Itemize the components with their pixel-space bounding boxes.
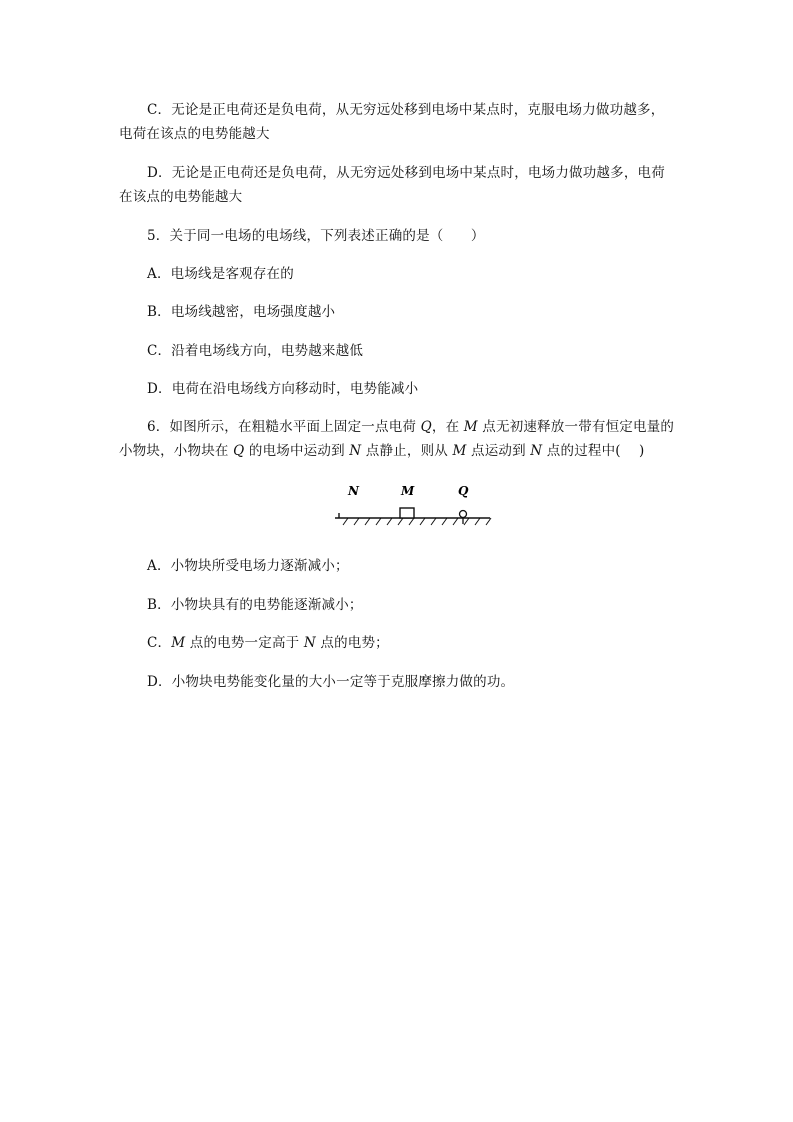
q4-option-c-line2: 电荷在该点的电势能越大 xyxy=(119,126,270,142)
point-m-symbol: M xyxy=(171,635,186,651)
q6-figure xyxy=(330,480,495,530)
q5-option-a: A．电场线是客观存在的 xyxy=(147,266,294,282)
q5-option-d: D．电荷在沿电场线方向移动时，电势能减小 xyxy=(147,381,419,397)
charge-q-symbol: Q xyxy=(420,419,432,435)
q5-option-c: C．沿着电场线方向，电势越来越低 xyxy=(147,343,364,359)
q6-option-c-prefix: C． xyxy=(147,635,172,651)
q6-stem-text: ，在 xyxy=(431,419,464,435)
q6-stem-text: 点的过程中( ) xyxy=(542,443,645,459)
q6-stem-text: 的电场中运动到 xyxy=(244,443,350,459)
point-m-symbol: M xyxy=(452,443,467,459)
point-n-symbol: N xyxy=(303,635,316,651)
q6-stem-line1 xyxy=(147,417,674,437)
q6-stem-text: 小物块，小物块在 xyxy=(119,443,234,459)
figure-label-m: M xyxy=(401,484,415,498)
charge-q-symbol: Q xyxy=(233,443,245,459)
q6-figure-svg xyxy=(330,480,495,530)
q6-option-b: B．小物块具有的电势能逐渐减小； xyxy=(147,597,363,613)
q5-option-b: B．电场线越密，电场强度越小 xyxy=(147,304,336,320)
q6-stem-text: 点运动到 xyxy=(466,443,531,459)
q6-stem-text: 点静止，则从 xyxy=(361,443,453,459)
q5-stem: 5．关于同一电场的电场线，下列表述正确的是（ ） xyxy=(147,228,485,244)
q6-option-c xyxy=(147,633,389,653)
point-m-symbol: M xyxy=(463,419,478,435)
q4-option-c-line1: C．无论是正电荷还是负电荷，从无穷远处移到电场中某点时，克服电场力做功越多， xyxy=(147,102,665,118)
q6-stem-text: 6．如图所示，在粗糙水平面上固定一点电荷 xyxy=(147,419,421,435)
point-n-symbol: N xyxy=(349,443,362,459)
q6-option-d: D．小物块电势能变化量的大小一定等于克服摩擦力做的功。 xyxy=(147,674,515,690)
q6-stem-line2 xyxy=(119,441,644,461)
figure-label-q: Q xyxy=(458,484,469,498)
q4-option-d-line2: 在该点的电势能越大 xyxy=(119,189,243,205)
q6-option-c-text: 点的电势； xyxy=(315,635,389,651)
figure-label-n: N xyxy=(348,484,359,498)
point-n-symbol: N xyxy=(530,443,543,459)
ground-hatching xyxy=(343,518,491,525)
q6-option-c-text: 点的电势一定高于 xyxy=(185,635,304,651)
q6-option-a: A．小物块所受电场力逐渐减小； xyxy=(147,558,349,574)
q4-option-d-line1: D．无论是正电荷还是负电荷，从无穷远处移到电场中某点时，电场力做功越多，电荷 xyxy=(147,165,665,181)
block-m xyxy=(400,508,414,518)
q6-stem-text: 点无初速释放一带有恒定电量的 xyxy=(477,419,675,435)
charge-q xyxy=(460,511,467,518)
